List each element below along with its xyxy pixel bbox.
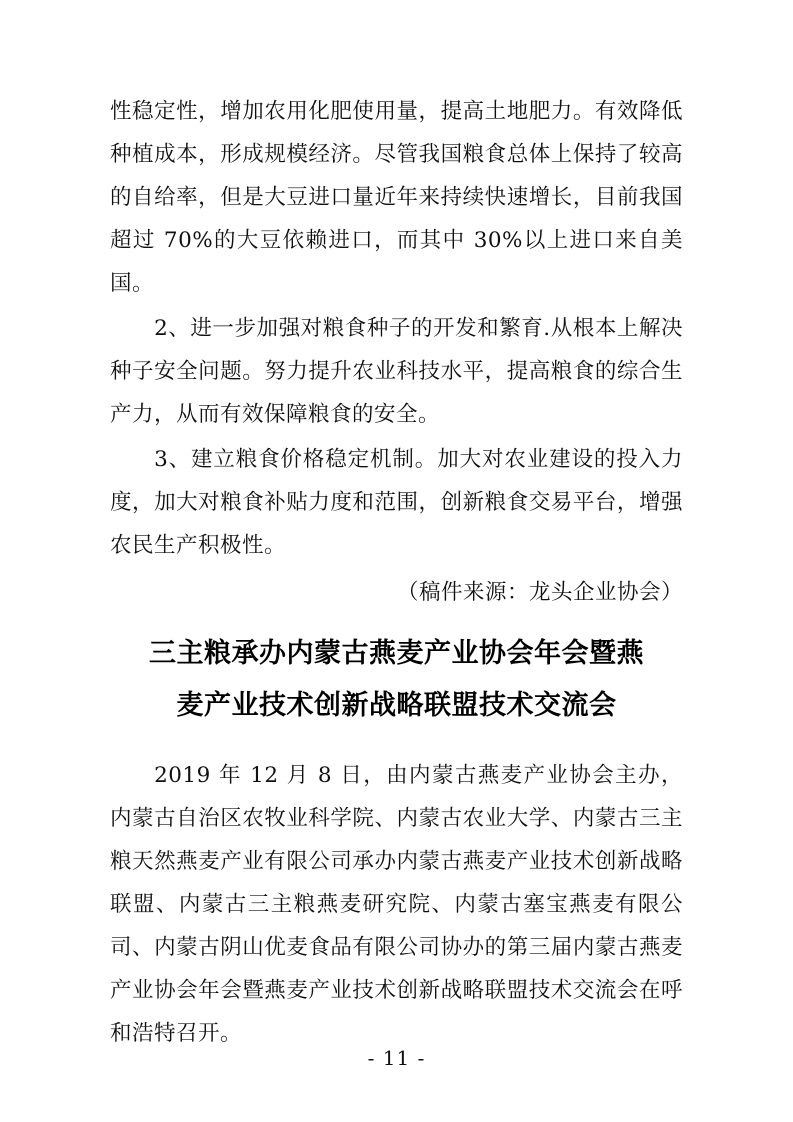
article-paragraph-1: 2019 年 12 月 8 日，由内蒙古燕麦产业协会主办，内蒙古自治区农牧业科学院、内蒙古农业大学、内蒙古三主粮天然燕麦产业有限公司承办内蒙古燕麦产业技术创新战略联盟、内蒙古三主粮燕麦研究院、内蒙古塞宝燕麦有限公司、内蒙古阴山优麦食品有限公司协办的第三届内蒙古燕麦产业协会年会暨燕麦产业技术创新战略联盟技术交流会在呼和浩特召开。 xyxy=(110,763,683,1046)
document-body xyxy=(110,90,683,1055)
title-spacer xyxy=(110,738,683,754)
article-title-line-2: 麦产业技术创新战略联盟技术交流会 xyxy=(176,690,617,721)
source-note: （稿件来源：龙头企业协会） xyxy=(396,580,683,605)
paragraph-item-3: 3、建立粮食价格稳定机制。加大对农业建设的投入力度，加大对粮食补贴力度和范围，创新粮食交易平台，增强农民生产积极性。 xyxy=(110,447,683,558)
article-title-line-1: 三主粮承办内蒙古燕麦产业协会年会暨燕 xyxy=(149,638,644,669)
article-title xyxy=(110,628,683,732)
paragraph-item-2: 2、进一步加强对粮食种子的开发和繁育.从根本上解决种子安全问题。努力提升农业科技水平，提高粮食的综合生产力，从而有效保障粮食的安全。 xyxy=(110,316,683,427)
paragraph-continuation: 性稳定性，增加农用化肥使用量，提高土地肥力。有效降低种植成本，形成规模经济。尽管我国粮食总体上保持了较高的自给率，但是大豆进口量近年来持续快速增长，目前我国超过 70%的大豆依赖进口，而其中 30%以上进口来自美国。 xyxy=(110,99,683,296)
page-number: - 11 - xyxy=(367,1046,426,1070)
